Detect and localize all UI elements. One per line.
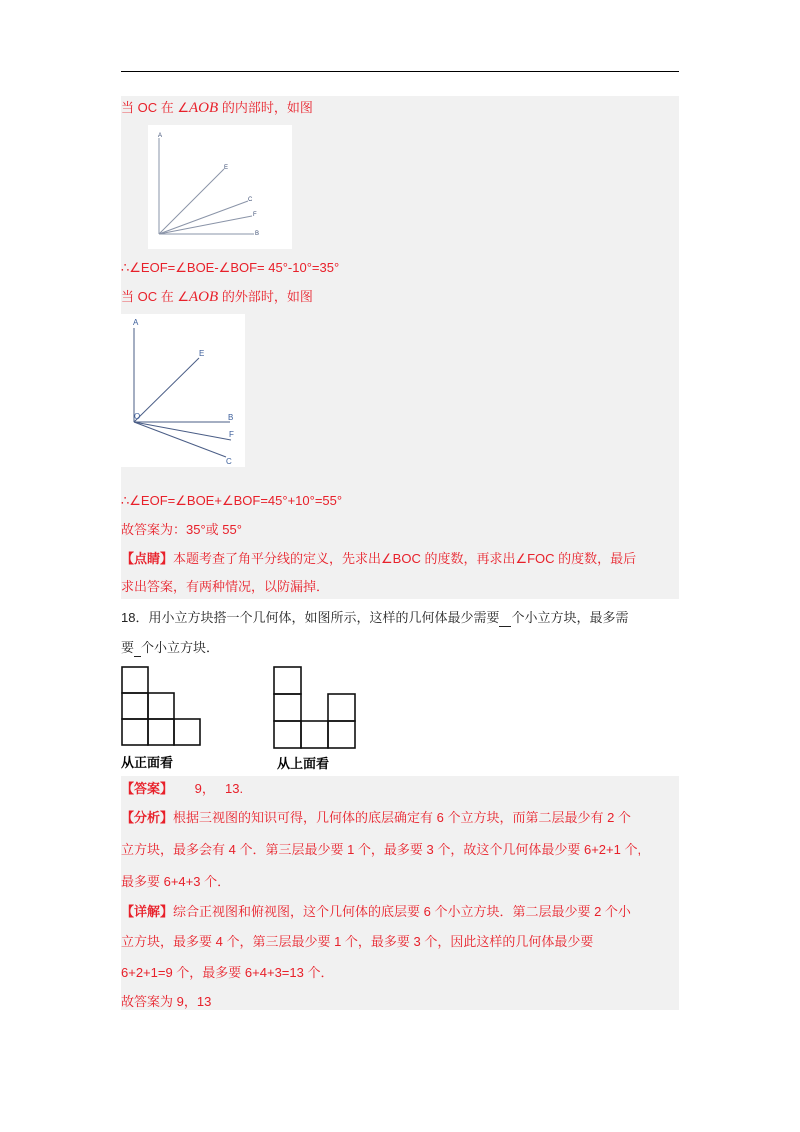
label-e: E: [199, 349, 205, 358]
case-inside-line: [121, 99, 313, 117]
question-18-line-1: [121, 609, 628, 627]
label-f: F: [229, 430, 234, 439]
answer-blank-2: [134, 644, 141, 657]
detail-line-3: 6+2+1=9 个，最多要 6+4+3=13 个．: [121, 965, 334, 980]
calc-outside: ∴∠EOF=∠BOE+∠BOF=45°+10°=55°: [121, 493, 343, 508]
analysis-text-1: 根据三视图的知识可得，几何体的底层确定有 6 个立方块，而第二层最少有 2 个: [173, 810, 631, 825]
analysis-line-1: [121, 809, 631, 827]
comment-line-2: 求出答案，有两种情况，以防漏掉．: [121, 579, 330, 594]
detail-text-1: 综合正视图和俯视图，这个几何体的底层要 6 个小立方块．第二层最少要 2 个小: [173, 904, 631, 919]
label-o: O: [134, 412, 141, 421]
analysis-line-3: 最多要 6+4+3 个．: [121, 874, 231, 889]
label-f: F: [253, 212, 257, 218]
angle-figure-inside: [148, 125, 292, 249]
detail-line-1: [121, 903, 631, 921]
label-e: E: [224, 165, 229, 171]
figure-bg: [121, 314, 245, 467]
comment-tag: 【点睛】: [121, 551, 174, 566]
analysis-tag: 【分析】: [121, 810, 174, 825]
label-a: A: [133, 318, 139, 327]
answer-18-line: [121, 780, 243, 798]
top-view-figure: [273, 666, 357, 776]
top-view-grid: [273, 666, 357, 750]
case-outside-prefix: 当 OC 在: [121, 289, 174, 304]
question-text-c: 要: [121, 640, 135, 655]
detail-tag: 【详解】: [121, 904, 174, 919]
label-a: A: [158, 133, 163, 139]
question-text-a: 18．用小立方块搭一个几何体，如图所示，这样的几何体最少需要: [121, 610, 500, 625]
answer-tag: 【答案】: [121, 781, 174, 796]
header-rule: [121, 71, 679, 72]
question-text-d: 个小立方块．: [141, 640, 220, 655]
case-inside-suffix: 的内部时，如图: [221, 100, 313, 115]
question-text-b: 个小立方块，最多需: [511, 610, 629, 625]
label-b: B: [228, 413, 234, 422]
angle-name: AOB: [189, 289, 219, 305]
case-outside-line: [121, 288, 313, 306]
analysis-line-2: 立方块，最多会有 4 个．第三层最少要 1 个，最多要 3 个，故这个几何体最少要 6+2+1 个,: [121, 842, 642, 857]
comment-line-1: [121, 550, 636, 568]
front-view-caption: 从正面看: [121, 755, 174, 770]
case-inside-prefix: 当 OC 在: [121, 100, 174, 115]
final-answer-18: 故答案为 9，13: [121, 994, 212, 1009]
angle-name: AOB: [189, 100, 219, 116]
top-view-caption: 从上面看: [277, 756, 330, 771]
answer-values: 9， 13.: [194, 781, 244, 796]
label-b: B: [255, 231, 260, 237]
angle-figure-outside: [121, 314, 245, 467]
label-c: C: [226, 457, 232, 466]
comment-text-1: 本题考查了角平分线的定义，先求出∠BOC 的度数，再求出∠FOC 的度数，最后: [173, 551, 637, 566]
answer-17: 故答案为：35°或 55°: [121, 522, 242, 537]
case-outside-suffix: 的外部时，如图: [221, 289, 313, 304]
detail-line-2: 立方块，最多要 4 个，第三层最少要 1 个，最多要 3 个，因此这样的几何体最少要: [121, 934, 594, 949]
front-view-grid: [121, 666, 205, 750]
angle-symbol: ∠: [177, 100, 190, 115]
front-view-figure: [121, 666, 205, 776]
angle-symbol: ∠: [177, 289, 190, 304]
answer-blank-1: [499, 614, 511, 627]
question-18-line-2: [121, 639, 219, 657]
calc-inside: ∴∠EOF=∠BOE-∠BOF= 45°-10°=35°: [121, 260, 340, 275]
label-c: C: [248, 197, 253, 203]
